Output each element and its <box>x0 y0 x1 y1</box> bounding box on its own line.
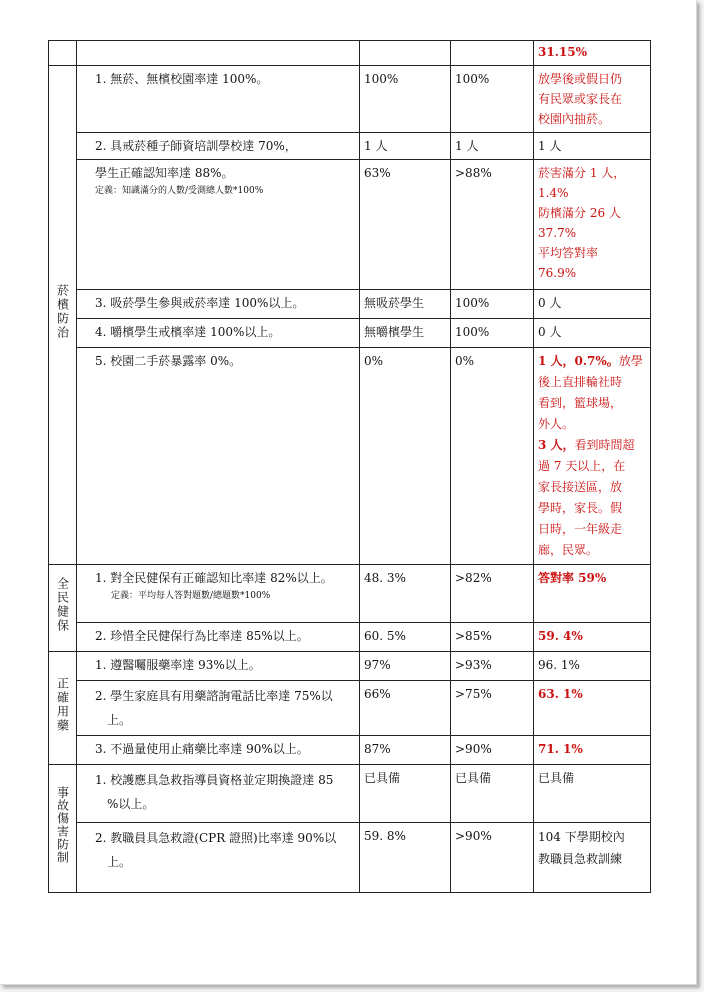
baseline-cell: 0% <box>360 348 451 565</box>
target-cell: >90% <box>451 823 534 893</box>
baseline-cell: 63% <box>360 160 451 290</box>
item-cell: 2. 珍惜全民健保行為比率達 85%以上。 <box>77 623 360 652</box>
baseline-cell: 97% <box>360 652 451 681</box>
table-row <box>49 319 651 348</box>
result-cell: 答對率 59% <box>534 565 651 623</box>
result-cell: 31.15% <box>534 41 651 66</box>
table-row <box>49 66 651 133</box>
table-row <box>49 823 651 893</box>
baseline-cell: 60. 5% <box>360 623 451 652</box>
item-cell: 3. 不過量使用止痛藥比率達 90%以上。 <box>77 736 360 765</box>
baseline-cell: 無嚼檳學生 <box>360 319 451 348</box>
table-row <box>49 160 651 290</box>
item-cell: 1. 校護應具急救指導員資格並定期換證達 85 %以上。 <box>77 765 360 823</box>
item-cell: 1. 對全民健保有正確認知比率達 82%以上。 定義：平均每人答對題數/總題數*100% <box>77 565 360 623</box>
item-cell: 3. 吸菸學生參與戒菸率達 100%以上。 <box>77 290 360 319</box>
cell <box>77 41 360 66</box>
definition-note: 定義：知識滿分的人數/受測總人數*100% <box>95 186 264 196</box>
result-cell: 已具備 <box>534 765 651 823</box>
target-cell: 0% <box>451 348 534 565</box>
table-row <box>49 565 651 623</box>
cell <box>451 41 534 66</box>
result-cell: 0 人 <box>534 319 651 348</box>
item-cell: 學生正確認知率達 88%。 定義：知識滿分的人數/受測總人數*100% <box>77 160 360 290</box>
table-row <box>49 41 651 66</box>
target-cell: >88% <box>451 160 534 290</box>
cell <box>360 41 451 66</box>
item-cell: 5. 校園二手菸暴露率 0%。 <box>77 348 360 565</box>
item-cell: 2. 學生家庭具有用藥諮詢電話比率達 75%以 上。 <box>77 681 360 736</box>
target-cell: 已具備 <box>451 765 534 823</box>
result-cell: 104 下學期校內 教職員急救訓練 <box>534 823 651 893</box>
baseline-cell: 1 人 <box>360 133 451 160</box>
category-cell: 正確用藥 <box>49 652 77 765</box>
table-row <box>49 290 651 319</box>
target-cell: 100% <box>451 66 534 133</box>
baseline-cell: 100% <box>360 66 451 133</box>
baseline-cell: 66% <box>360 681 451 736</box>
table-row <box>49 652 651 681</box>
result-cell: 1 人，0.7%。放學 後上直排輪社時 看到，籃球場， 外人。 3 人，看到時間超 過 7 天以上，在 家長接送區，放 學時，家長。假 日時，一年級走 廊，民眾。 <box>534 348 651 565</box>
item-cell: 2. 具戒菸種子師資培訓學校達 70%， <box>77 133 360 160</box>
baseline-cell: 已具備 <box>360 765 451 823</box>
cell <box>49 41 77 66</box>
result-cell: 0 人 <box>534 290 651 319</box>
item-cell: 1. 無菸、無檳校園率達 100%。 <box>77 66 360 133</box>
table-row <box>49 348 651 565</box>
baseline-cell: 無吸菸學生 <box>360 290 451 319</box>
category-cell: 菸檳防治 <box>49 66 77 565</box>
item-cell: 2. 教職員具急救證(CPR 證照)比率達 90%以 上。 <box>77 823 360 893</box>
target-cell: >90% <box>451 736 534 765</box>
result-cell: 96. 1% <box>534 652 651 681</box>
baseline-cell: 59. 8% <box>360 823 451 893</box>
table-row <box>49 736 651 765</box>
baseline-cell: 48. 3% <box>360 565 451 623</box>
result-cell: 71. 1% <box>534 736 651 765</box>
target-cell: >93% <box>451 652 534 681</box>
target-cell: 100% <box>451 319 534 348</box>
health-indicator-table <box>48 40 651 893</box>
target-cell: >75% <box>451 681 534 736</box>
category-cell: 全民健保 <box>49 565 77 652</box>
result-cell: 菸害滿分 1 人， 1.4% 防檳滿分 26 人 37.7% 平均答對率 76.9% <box>534 160 651 290</box>
target-cell: >85% <box>451 623 534 652</box>
result-cell: 放學後或假日仍 有民眾或家長在 校園內抽菸。 <box>534 66 651 133</box>
table-row <box>49 681 651 736</box>
item-cell: 4. 嚼檳學生戒檳率達 100%以上。 <box>77 319 360 348</box>
target-cell: 1 人 <box>451 133 534 160</box>
result-cell: 63. 1% <box>534 681 651 736</box>
category-cell: 事故傷害防制 <box>49 765 77 893</box>
baseline-cell: 87% <box>360 736 451 765</box>
result-cell: 1 人 <box>534 133 651 160</box>
definition-note: 定義：平均每人答對題數/總題數*100% <box>111 591 271 601</box>
table-row <box>49 623 651 652</box>
item-cell: 1. 遵醫囑服藥率達 93%以上。 <box>77 652 360 681</box>
table-row <box>49 133 651 160</box>
result-cell: 59. 4% <box>534 623 651 652</box>
target-cell: >82% <box>451 565 534 623</box>
target-cell: 100% <box>451 290 534 319</box>
table-row <box>49 765 651 823</box>
